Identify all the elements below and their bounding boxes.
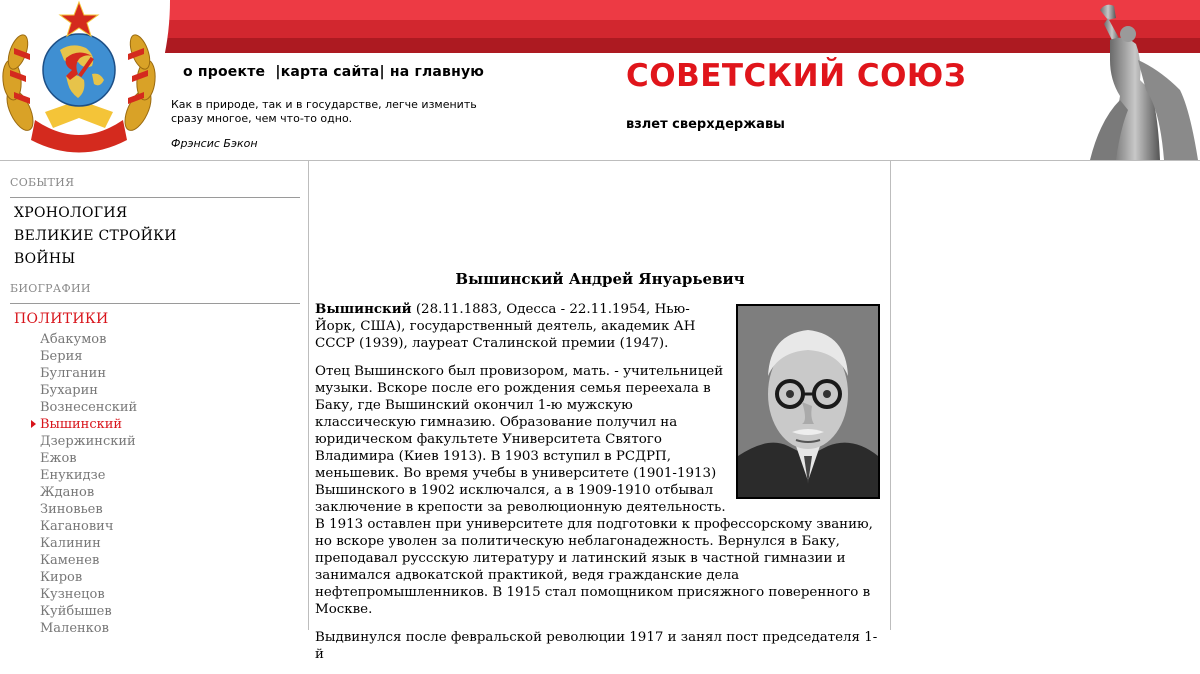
nav-about-link[interactable]: о проекте bbox=[183, 64, 266, 80]
person-link[interactable]: Дзержинский bbox=[40, 434, 136, 449]
article-body bbox=[315, 301, 881, 674]
person-link[interactable]: Берия bbox=[40, 349, 83, 364]
header-stripe bbox=[120, 0, 1200, 20]
sidebar-section-biographies-title: БИОГРАФИИ bbox=[10, 282, 91, 295]
person-link[interactable]: Киров bbox=[40, 570, 83, 585]
column-divider bbox=[308, 161, 309, 630]
person-link[interactable]: Абакумов bbox=[40, 332, 107, 347]
header-stripe bbox=[165, 38, 1200, 53]
ussr-emblem-icon[interactable] bbox=[0, 0, 170, 160]
person-link[interactable]: Каменев bbox=[40, 553, 100, 568]
column-divider bbox=[890, 161, 891, 630]
person-link[interactable]: Енукидзе bbox=[40, 468, 106, 483]
person-link[interactable]: Куйбышев bbox=[40, 604, 112, 619]
header-stripe bbox=[160, 20, 1200, 38]
top-navigation bbox=[183, 64, 484, 80]
person-link[interactable]: Маленков bbox=[40, 621, 109, 636]
worker-statue-image bbox=[1080, 0, 1200, 160]
article-paragraph: Отец Вышинского был провизором, мать. - учительницей музыки. Вскоре после его рождения семья переехала в Баку, где Вышинский окончил 1-ю мужскую классическую гимназию. Образование получил на юридическом факультете Университета Святого Владимира (Киев 1913). В 1903 вступил в РСДРП, меньшевик. Во время учебы в университете (1901-1913) Вышинского в 1902 исключался, а в 1909-1910 отбывал заключение в крепости за революционную деятельность. В 1913 оставлен при университете для подготовки к профессорскому званию, но вскоре уволен за политическую неблагонадежность. Вернулся в Баку, преподавал руссcкую литературу и латинский язык в частной гимназии и занимался адвокатской практикой, ведя гражданские дела нефтепромышленников. В 1915 стал помощником присяжного поверенного в Москве. bbox=[315, 364, 873, 617]
article-lead-text: (28.11.1883, Одесса - 22.11.1954, Нью-Йорк, США), государственный деятель, академик АН СССР (1939), лауреат Сталинской премии (1947). bbox=[315, 302, 696, 351]
sidebar-item-chronology[interactable]: ХРОНОЛОГИЯ bbox=[14, 205, 128, 221]
site-subtitle: взлет сверхдержавы bbox=[626, 117, 785, 132]
header-quote: Как в природе, так и в государстве, легче изменить сразу многое, чем что-то одно. bbox=[171, 98, 477, 125]
person-link[interactable]: Булганин bbox=[40, 366, 107, 381]
nav-separator: | bbox=[275, 64, 281, 80]
sidebar bbox=[0, 161, 308, 636]
site-header bbox=[0, 0, 1200, 160]
nav-home-link[interactable]: на главную bbox=[389, 64, 485, 80]
person-link[interactable]: Каганович bbox=[40, 519, 114, 534]
person-link-active[interactable]: Вышинский bbox=[40, 416, 137, 433]
section-divider bbox=[10, 197, 300, 198]
sidebar-item-politicians[interactable]: ПОЛИТИКИ bbox=[14, 311, 109, 327]
person-link[interactable]: Бухарин bbox=[40, 383, 98, 398]
nav-sitemap-link[interactable]: карта сайта bbox=[280, 64, 380, 80]
person-link[interactable]: Зиновьев bbox=[40, 502, 103, 517]
person-link[interactable]: Калинин bbox=[40, 536, 101, 551]
article-lead-name: Вышинский bbox=[315, 301, 412, 317]
person-link[interactable]: Вознесенский bbox=[40, 400, 138, 415]
person-link[interactable]: Ежов bbox=[40, 451, 77, 466]
sidebar-item-wars[interactable]: ВОЙНЫ bbox=[14, 251, 76, 267]
sidebar-item-great-constructions[interactable]: ВЕЛИКИЕ СТРОЙКИ bbox=[14, 228, 177, 244]
photo-float-spacer bbox=[731, 301, 881, 501]
site-title[interactable]: СОВЕТСКИЙ СОЮЗ bbox=[626, 58, 967, 94]
article-paragraph: Выдвинулся после февральской революции 1917 и занял пост председателя 1-й bbox=[315, 630, 878, 662]
main-content bbox=[315, 161, 883, 662]
person-link[interactable]: Жданов bbox=[40, 485, 95, 500]
person-link[interactable]: Кузнецов bbox=[40, 587, 105, 602]
quote-author: Фрэнсис Бэкон bbox=[171, 137, 258, 150]
politicians-list bbox=[40, 331, 137, 637]
article-title: Вышинский Андрей Януарьевич bbox=[455, 270, 745, 288]
sidebar-section-events-title: СОБЫТИЯ bbox=[10, 176, 75, 189]
nav-separator: | bbox=[379, 64, 385, 80]
section-divider bbox=[10, 303, 300, 304]
